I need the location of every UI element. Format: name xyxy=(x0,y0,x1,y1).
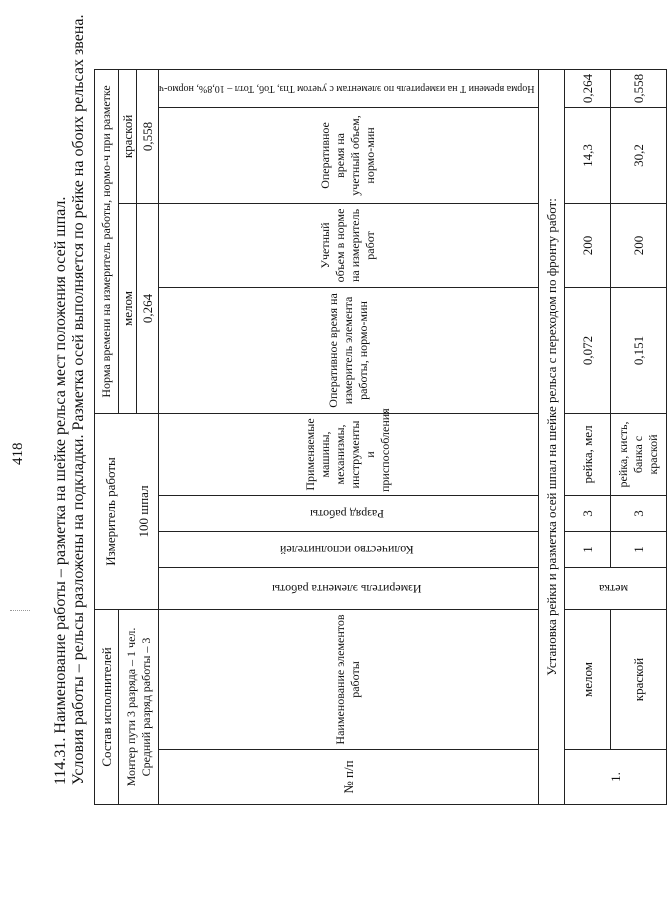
row-count: 1 xyxy=(564,532,610,568)
staff-header: Состав исполнителей xyxy=(95,610,119,805)
row-op-time: 0,072 xyxy=(564,287,610,413)
row-volume: 200 xyxy=(564,203,610,287)
header-element-name: Наименование элементов работы xyxy=(159,610,539,750)
row-op-time-volume: 14,3 xyxy=(564,107,610,203)
row-number: 1. xyxy=(564,750,666,805)
row-op-time-volume: 30,2 xyxy=(610,107,666,203)
row-grade: 3 xyxy=(564,496,610,532)
row-count: 1 xyxy=(610,532,666,568)
section-title: Установка рейки и разметка осей шпал на шейке рельса с переходом по фронту работ: xyxy=(538,69,564,804)
row-tools: рейка, кисть, банка с краской xyxy=(610,413,666,495)
page-number: 418 xyxy=(10,442,26,465)
measure-header-label: Измеритель работы xyxy=(102,457,118,566)
header-num: № п/п xyxy=(159,750,539,805)
norm-sub-paint: краской xyxy=(119,69,137,203)
header-work-grade: Разряд работы xyxy=(309,507,384,521)
row-op-time: 0,151 xyxy=(610,287,666,413)
header-op-time-element: Оперативное время на измеритель элемента работы, нормо-мин xyxy=(159,287,539,413)
row-element-measure: метка xyxy=(598,582,629,596)
work-title: 114.31. Наименование работы – разметка на шейке рельса мест положения осей шпал. xyxy=(52,196,69,785)
header-element-measure: Измеритель элемента работы xyxy=(272,582,422,596)
row-norm: 0,558 xyxy=(610,69,666,107)
row-tools: рейка, мел xyxy=(564,413,610,495)
row-grade: 3 xyxy=(610,496,666,532)
table-row xyxy=(564,69,610,804)
header-tools: Применяемые машины, механизмы, инструменты и приспособления xyxy=(159,413,539,495)
row-norm: 0,264 xyxy=(564,69,610,107)
header-op-time-volume: Оперативное время на учетный объем, нормо-мин xyxy=(159,107,539,203)
norm-sub-chalk: мелом xyxy=(119,203,137,413)
work-conditions: Условия работы – рельсы разложены на подкладки. Разметка осей выполняется по рейке на обоих рельсах звена. xyxy=(70,14,87,785)
header-norm-element: Норма времени Т на измеритель по элементам с учетом Тпз, Тоб, Тотл – 10,8%, нормо-ч xyxy=(159,82,535,94)
staff-composition: Монтер пути 3 разряда – 1 чел. Средний разряд работы – 3 xyxy=(119,610,159,805)
norm-table xyxy=(94,69,667,805)
table-row xyxy=(610,69,666,804)
measure-value: 100 шпал xyxy=(135,485,151,538)
norm-header: Норма времени на измеритель работы, нормо-ч при разметке xyxy=(95,69,119,413)
row-element-name: мелом xyxy=(564,610,610,750)
header-performers-count: Количество исполнителей xyxy=(279,543,414,557)
row-volume: 200 xyxy=(610,203,666,287)
header-volume: Учетный объем в норме на измеритель работ xyxy=(159,203,539,287)
measure-header xyxy=(95,413,159,609)
row-element-name: краской xyxy=(610,610,666,750)
scan-artifact xyxy=(10,610,30,612)
norm-chalk-value: 0,264 xyxy=(137,203,159,413)
heading-block xyxy=(52,14,88,785)
norm-paint-value: 0,558 xyxy=(137,69,159,203)
